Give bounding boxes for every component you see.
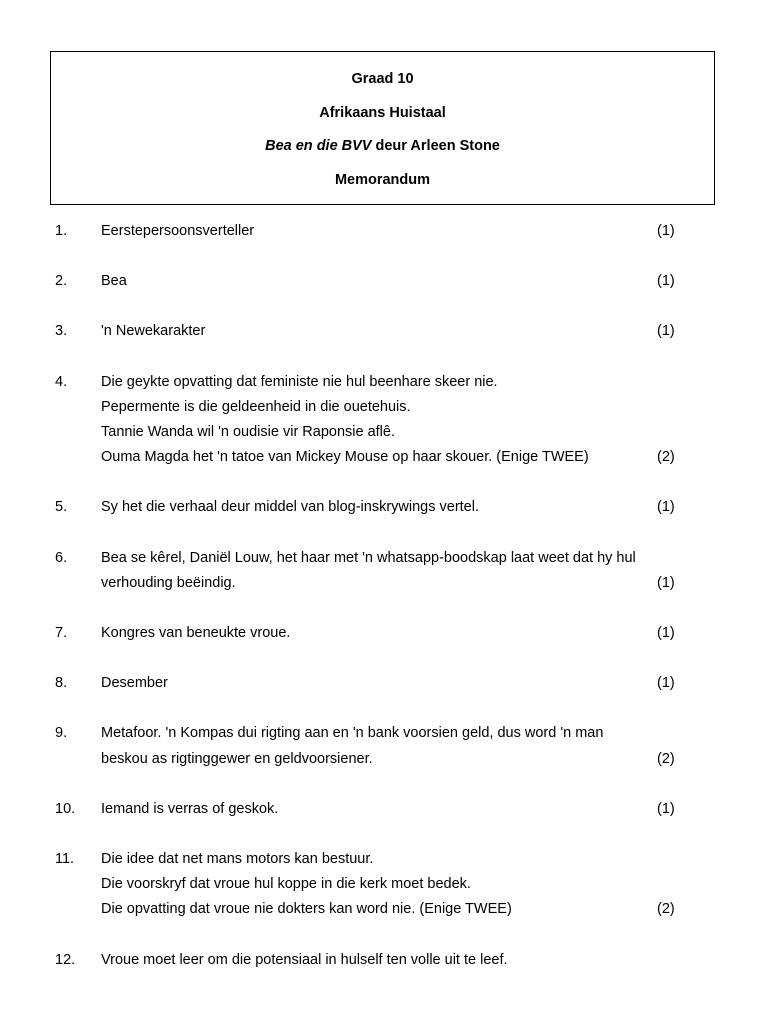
book-title: Bea en die BVV xyxy=(265,138,372,154)
answer-line: Kongres van beneukte vroue. xyxy=(101,625,291,641)
question-number: 10. xyxy=(55,800,76,817)
answer-line: Eerstepersoonsverteller xyxy=(101,223,255,239)
grade-heading: Graad 10 xyxy=(351,71,414,87)
answer-line: Metafoor. 'n Kompas dui rigting aan en 'n bank voorsien geld, dus word 'n man xyxy=(101,725,604,742)
question-number: 11. xyxy=(55,851,75,867)
mark-allocation: (2) xyxy=(657,901,675,918)
answer-line: Die geykte opvatting dat feministe nie hul beenhare skeer nie. xyxy=(101,373,498,390)
question-number: 4. xyxy=(55,373,68,390)
question-number: 8. xyxy=(55,675,68,692)
answer-line: Tannie Wanda wil 'n oudisie vir Raponsie aflê. xyxy=(101,423,396,440)
question-number: 7. xyxy=(55,625,68,641)
answer-line: Vroue moet leer om die potensiaal in hulself ten volle uit te leef. xyxy=(101,951,508,968)
question-number: 5. xyxy=(55,499,68,516)
answer-line: Bea se kêrel, Daniël Louw, het haar met 'n whatsapp-boodskap laat weet dat hy hul xyxy=(101,549,636,566)
question-number: 9. xyxy=(55,725,68,742)
book-heading xyxy=(51,137,714,155)
question-number: 1. xyxy=(55,223,68,239)
answer-line: Ouma Magda het 'n tatoe van Mickey Mouse op haar skouer. (Enige TWEE) xyxy=(101,449,589,466)
answer-line: 'n Newekarakter xyxy=(101,323,206,340)
mark-allocation: (1) xyxy=(657,223,675,239)
mark-allocation: (1) xyxy=(657,273,675,290)
question-number: 2. xyxy=(55,273,68,290)
book-author: deur Arleen Stone xyxy=(371,138,500,154)
question-number: 12. xyxy=(55,951,76,968)
mark-allocation: (2) xyxy=(657,449,675,466)
answer-line: Sy het die verhaal deur middel van blog-inskrywings vertel. xyxy=(101,499,479,516)
mark-allocation: (2) xyxy=(657,750,675,767)
answer-line: Iemand is verras of geskok. xyxy=(101,800,279,817)
question-number: 3. xyxy=(55,323,68,340)
mark-allocation: (1) xyxy=(657,625,675,641)
mark-allocation: (1) xyxy=(657,323,675,340)
mark-allocation: (1) xyxy=(657,675,675,692)
mark-allocation: (1) xyxy=(657,800,675,817)
doc-type-heading: Memorandum xyxy=(334,172,431,188)
answer-line: Pepermente is die geldeenheid in die ouetehuis. xyxy=(101,398,411,415)
answer-line: Die idee dat net mans motors kan bestuur. xyxy=(101,851,374,867)
subject-heading: Afrikaans Huistaal xyxy=(319,105,446,121)
answer-line: Desember xyxy=(101,675,168,692)
answer-line: Bea xyxy=(101,273,127,290)
answer-line: Die voorskryf dat vroue hul koppe in die kerk moet bedek. xyxy=(101,876,471,893)
answer-line: beskou as rigtinggewer en geldvoorsiener. xyxy=(101,750,373,767)
mark-allocation: (1) xyxy=(657,499,675,516)
mark-allocation: (1) xyxy=(657,574,675,591)
answer-line: verhouding beëindig. xyxy=(101,574,236,591)
title-box xyxy=(50,51,715,205)
answer-line: Die opvatting dat vroue nie dokters kan word nie. (Enige TWEE) xyxy=(101,901,512,918)
question-number: 6. xyxy=(55,549,68,566)
